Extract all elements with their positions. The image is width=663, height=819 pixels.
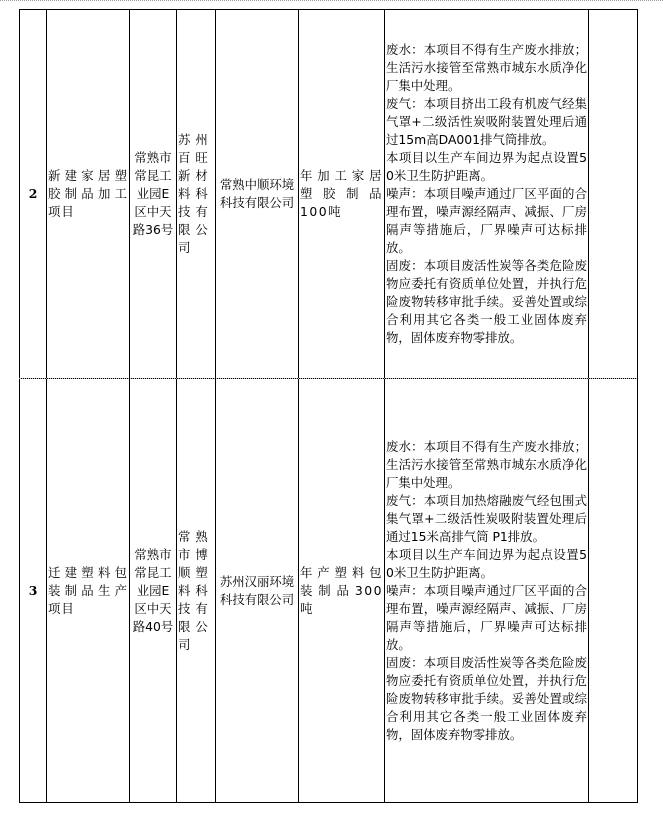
production-scale: 年加工家居塑胶制品100吨 (299, 10, 385, 379)
construction-unit (177, 10, 216, 379)
measure-paragraph: 本项目以生产车间边界为起点设置50米卫生防护距离。 (386, 546, 587, 580)
page-top-dotted-edge (0, 0, 663, 2)
row-number: 3 (20, 379, 47, 803)
remarks-cell (589, 379, 638, 803)
approval-table (19, 9, 638, 803)
project-address: 常熟市常昆工业园E区中天路36号 (130, 10, 177, 379)
production-scale: 年产塑料包装制品300吨 (299, 379, 385, 803)
eia-unit: 常熟中顺环境科技有限公司 (216, 10, 299, 379)
remarks-cell (589, 10, 638, 379)
construction-unit-text: 常熟市博顺塑料科技有限公司 (178, 528, 213, 652)
measure-paragraph: 废水：本项目不得有生产废水排放；生活污水接管至常熟市城东水质净化厂集中处理。 (386, 438, 587, 490)
row-separator-dotted (19, 378, 637, 379)
measure-paragraph: 固废：本项目废活性炭等各类危险废物应委托有资质单位处置，并执行危险废物转移审批手续。妥善处置或综合利用其它各类一般工业固体废弃物，固体废弃物零排放。 (386, 258, 587, 345)
project-name: 迁建塑料包装制品生产项目 (47, 379, 130, 803)
eia-unit: 苏州汉丽环境科技有限公司 (216, 379, 299, 803)
construction-unit-text: 苏州百旺新材料科技有限公司 (178, 132, 213, 255)
measure-paragraph: 固废：本项目废活性炭等各类危险废物应委托有资质单位处置，并执行危险废物转移审批手续。妥善处置或综合利用其它各类一般工业固体废弃物，固体废弃物零排放。 (386, 654, 587, 742)
measure-paragraph: 噪声：本项目噪声通过厂区平面的合理布置，噪声源经隔声、减振、厂房隔声等措施后，厂界噪声可达标排放。 (386, 186, 587, 255)
construction-unit (177, 379, 216, 803)
measure-paragraph: 废水：本项目不得有生产废水排放；生活污水接管至常熟市城东水质净化厂集中处理。 (386, 42, 587, 93)
measure-paragraph: 本项目以生产车间边界为起点设置50米卫生防护距离。 (386, 150, 587, 183)
project-address: 常熟市常昆工业园E区中天路40号 (130, 379, 177, 803)
measure-paragraph: 废气：本项目加热熔融废气经包围式集气罩+二级活性炭吸附装置处理后通过15米高排气筒 P1排放。 (386, 492, 587, 544)
environmental-measures (385, 10, 589, 379)
row-number: 2 (20, 10, 47, 379)
project-name: 新建家居塑胶制品加工项目 (47, 10, 130, 379)
table-row (20, 379, 638, 803)
table-row (20, 10, 638, 379)
environmental-measures (385, 379, 589, 803)
measure-paragraph: 废气：本项目挤出工段有机废气经集气罩+二级活性炭吸附装置处理后通过15m高DA001排气筒排放。 (386, 96, 587, 147)
measure-paragraph: 噪声：本项目噪声通过厂区平面的合理布置，噪声源经隔声、减振、厂房隔声等措施后，厂界噪声可达标排放。 (386, 582, 587, 652)
